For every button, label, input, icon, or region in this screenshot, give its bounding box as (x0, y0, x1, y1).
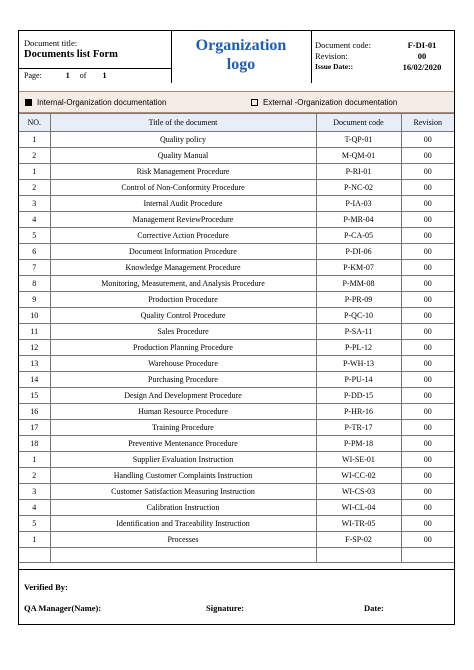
col-no-header: NO. (19, 114, 50, 132)
doc-title-label: Document title: (24, 38, 78, 48)
empty-cell (50, 548, 316, 563)
cell-title: Sales Procedure (50, 324, 316, 340)
cell-title: Document Information Procedure (50, 244, 316, 260)
cell-code: F-SP-02 (316, 532, 401, 548)
cell-revision: 00 (401, 180, 454, 196)
cell-no: 9 (19, 292, 50, 308)
table-row (19, 180, 454, 196)
cell-revision: 00 (401, 372, 454, 388)
cell-title: Purchasing Procedure (50, 372, 316, 388)
cell-title: Handling Customer Complaints Instruction (50, 468, 316, 484)
cell-code: P-PM-18 (316, 436, 401, 452)
empty-cell (316, 548, 401, 563)
cell-title: Customer Satisfaction Measuring Instruction (50, 484, 316, 500)
cell-no: 3 (19, 196, 50, 212)
cell-code: WI-SE-01 (316, 452, 401, 468)
table-row (19, 148, 454, 164)
page-number: 1 (65, 71, 70, 80)
cell-code: P-DD-15 (316, 388, 401, 404)
table-row (19, 260, 454, 276)
page-of: of (79, 71, 87, 80)
cell-no: 13 (19, 356, 50, 372)
cell-code: P-TR-17 (316, 420, 401, 436)
cell-title: Production Procedure (50, 292, 316, 308)
page-total: 1 (102, 71, 107, 80)
cell-revision: 00 (401, 148, 454, 164)
issue-date-value: 16/02/2020 (402, 62, 442, 72)
cell-revision: 00 (401, 468, 454, 484)
cell-no: 11 (19, 324, 50, 340)
cell-code: P-HR-16 (316, 404, 401, 420)
cell-code: WI-CS-03 (316, 484, 401, 500)
date-label: Date: (364, 603, 384, 613)
revision-value: 00 (417, 51, 427, 61)
cell-revision: 00 (401, 452, 454, 468)
document-meta (311, 31, 454, 83)
cell-title: Quality Control Procedure (50, 308, 316, 324)
cell-code: P-MM-08 (316, 276, 401, 292)
internal-option[interactable] (25, 98, 166, 107)
cell-revision: 00 (401, 164, 454, 180)
cell-revision: 00 (401, 484, 454, 500)
cell-title: Quality policy (50, 132, 316, 148)
cell-revision: 00 (401, 260, 454, 276)
logo-line-1: Organization (195, 37, 287, 54)
table-row (19, 532, 454, 548)
table-header-row (19, 114, 454, 132)
cell-code: P-QC-10 (316, 308, 401, 324)
table-row (19, 420, 454, 436)
cell-code: P-NC-02 (316, 180, 401, 196)
cell-revision: 00 (401, 420, 454, 436)
empty-cell (19, 548, 50, 563)
cell-code: P-PR-09 (316, 292, 401, 308)
cell-no: 4 (19, 500, 50, 516)
table-row (19, 228, 454, 244)
cell-no: 8 (19, 276, 50, 292)
cell-no: 3 (19, 484, 50, 500)
doc-code-value: F-DI-01 (407, 40, 437, 50)
cell-title: Calibration Instruction (50, 500, 316, 516)
cell-no: 17 (19, 420, 50, 436)
cell-revision: 00 (401, 436, 454, 452)
cell-no: 10 (19, 308, 50, 324)
cell-revision: 00 (401, 516, 454, 532)
page-info (24, 71, 106, 80)
logo-line-2: logo (226, 56, 256, 73)
signature-label: Signature: (206, 603, 245, 613)
external-option[interactable] (251, 98, 397, 107)
cell-revision: 00 (401, 244, 454, 260)
internal-checkbox[interactable] (25, 99, 32, 106)
cell-code: M-QM-01 (316, 148, 401, 164)
cell-title: Internal Audit Procedure (50, 196, 316, 212)
external-checkbox[interactable] (251, 99, 258, 106)
cell-revision: 00 (401, 532, 454, 548)
cell-revision: 00 (401, 228, 454, 244)
documentation-type-bar (19, 91, 454, 113)
cell-no: 5 (19, 228, 50, 244)
col-title-header: Title of the document (50, 114, 316, 132)
cell-code: P-CA-05 (316, 228, 401, 244)
table-row (19, 516, 454, 532)
page-label: Page: (24, 71, 42, 80)
cell-revision: 00 (401, 500, 454, 516)
cell-code: P-MR-04 (316, 212, 401, 228)
doc-title: Documents list Form (24, 49, 118, 60)
cell-title: Production Planning Procedure (50, 340, 316, 356)
cell-code: P-RI-01 (316, 164, 401, 180)
table-row (19, 324, 454, 340)
table-row (19, 484, 454, 500)
issue-date-label: Issue Date:: (315, 62, 354, 71)
cell-no: 16 (19, 404, 50, 420)
table-row (19, 164, 454, 180)
cell-no: 1 (19, 164, 50, 180)
title-block (19, 31, 172, 83)
table-row (19, 276, 454, 292)
col-revision-header: Revision (401, 114, 454, 132)
cell-no: 4 (19, 212, 50, 228)
cell-no: 2 (19, 180, 50, 196)
cell-no: 7 (19, 260, 50, 276)
table-row (19, 468, 454, 484)
cell-no: 1 (19, 452, 50, 468)
table-row-empty (19, 548, 454, 563)
cell-revision: 00 (401, 196, 454, 212)
table-row (19, 500, 454, 516)
cell-code: WI-CC-02 (316, 468, 401, 484)
cell-title: Corrective Action Procedure (50, 228, 316, 244)
doc-code-label: Document code: (315, 40, 371, 50)
documents-list-form (18, 30, 455, 625)
cell-revision: 00 (401, 276, 454, 292)
verified-by-label: Verified By: (24, 582, 68, 592)
revision-label: Revision: (315, 51, 348, 61)
table-row (19, 132, 454, 148)
cell-title: Risk Management Procedure (50, 164, 316, 180)
table-row (19, 436, 454, 452)
internal-label: Internal-Organization documentation (37, 98, 167, 107)
table-row (19, 372, 454, 388)
cell-revision: 00 (401, 212, 454, 228)
cell-no: 2 (19, 468, 50, 484)
cell-revision: 00 (401, 132, 454, 148)
cell-no: 6 (19, 244, 50, 260)
cell-revision: 00 (401, 340, 454, 356)
cell-code: P-DI-06 (316, 244, 401, 260)
cell-no: 14 (19, 372, 50, 388)
table-row (19, 340, 454, 356)
cell-revision: 00 (401, 356, 454, 372)
cell-code: P-KM-07 (316, 260, 401, 276)
cell-title: Preventive Mentenance Procedure (50, 436, 316, 452)
cell-revision: 00 (401, 388, 454, 404)
table-row (19, 244, 454, 260)
cell-title: Control of Non-Conformity Procedure (50, 180, 316, 196)
table-row (19, 404, 454, 420)
cell-code: P-IA-03 (316, 196, 401, 212)
cell-no: 1 (19, 132, 50, 148)
table-row (19, 212, 454, 228)
cell-no: 2 (19, 148, 50, 164)
documents-table (19, 113, 454, 563)
cell-no: 15 (19, 388, 50, 404)
cell-title: Quality Manual (50, 148, 316, 164)
approval-footer (19, 569, 454, 626)
cell-code: WI-TR-05 (316, 516, 401, 532)
table-row (19, 308, 454, 324)
cell-title: Training Procedure (50, 420, 316, 436)
cell-title: Identification and Traceability Instruction (50, 516, 316, 532)
cell-no: 18 (19, 436, 50, 452)
cell-code: P-PL-12 (316, 340, 401, 356)
cell-revision: 00 (401, 308, 454, 324)
cell-revision: 00 (401, 404, 454, 420)
cell-code: P-SA-11 (316, 324, 401, 340)
cell-title: Processes (50, 532, 316, 548)
external-label: External -Organization documentation (263, 98, 398, 107)
organization-logo (171, 31, 312, 83)
cell-no: 5 (19, 516, 50, 532)
cell-code: P-WH-13 (316, 356, 401, 372)
cell-revision: 00 (401, 292, 454, 308)
cell-no: 12 (19, 340, 50, 356)
form-header (19, 31, 454, 83)
table-row (19, 356, 454, 372)
empty-cell (401, 548, 454, 563)
cell-no: 1 (19, 532, 50, 548)
table-row (19, 452, 454, 468)
cell-revision: 00 (401, 324, 454, 340)
col-code-header: Document code (316, 114, 401, 132)
table-row (19, 388, 454, 404)
cell-title: Human Resource Procedure (50, 404, 316, 420)
cell-title: Management ReviewProcedure (50, 212, 316, 228)
cell-code: T-QP-01 (316, 132, 401, 148)
cell-code: P-PU-14 (316, 372, 401, 388)
table-row (19, 196, 454, 212)
table-row (19, 292, 454, 308)
cell-title: Knowledge Management Procedure (50, 260, 316, 276)
qa-manager-label: QA Manager(Name): (24, 603, 102, 613)
cell-title: Monitoring, Measurement, and Analysis Procedure (50, 276, 316, 292)
cell-title: Design And Development Procedure (50, 388, 316, 404)
cell-title: Warehouse Procedure (50, 356, 316, 372)
divider (19, 68, 171, 69)
cell-title: Supplier Evaluation Instruction (50, 452, 316, 468)
cell-code: WI-CL-04 (316, 500, 401, 516)
